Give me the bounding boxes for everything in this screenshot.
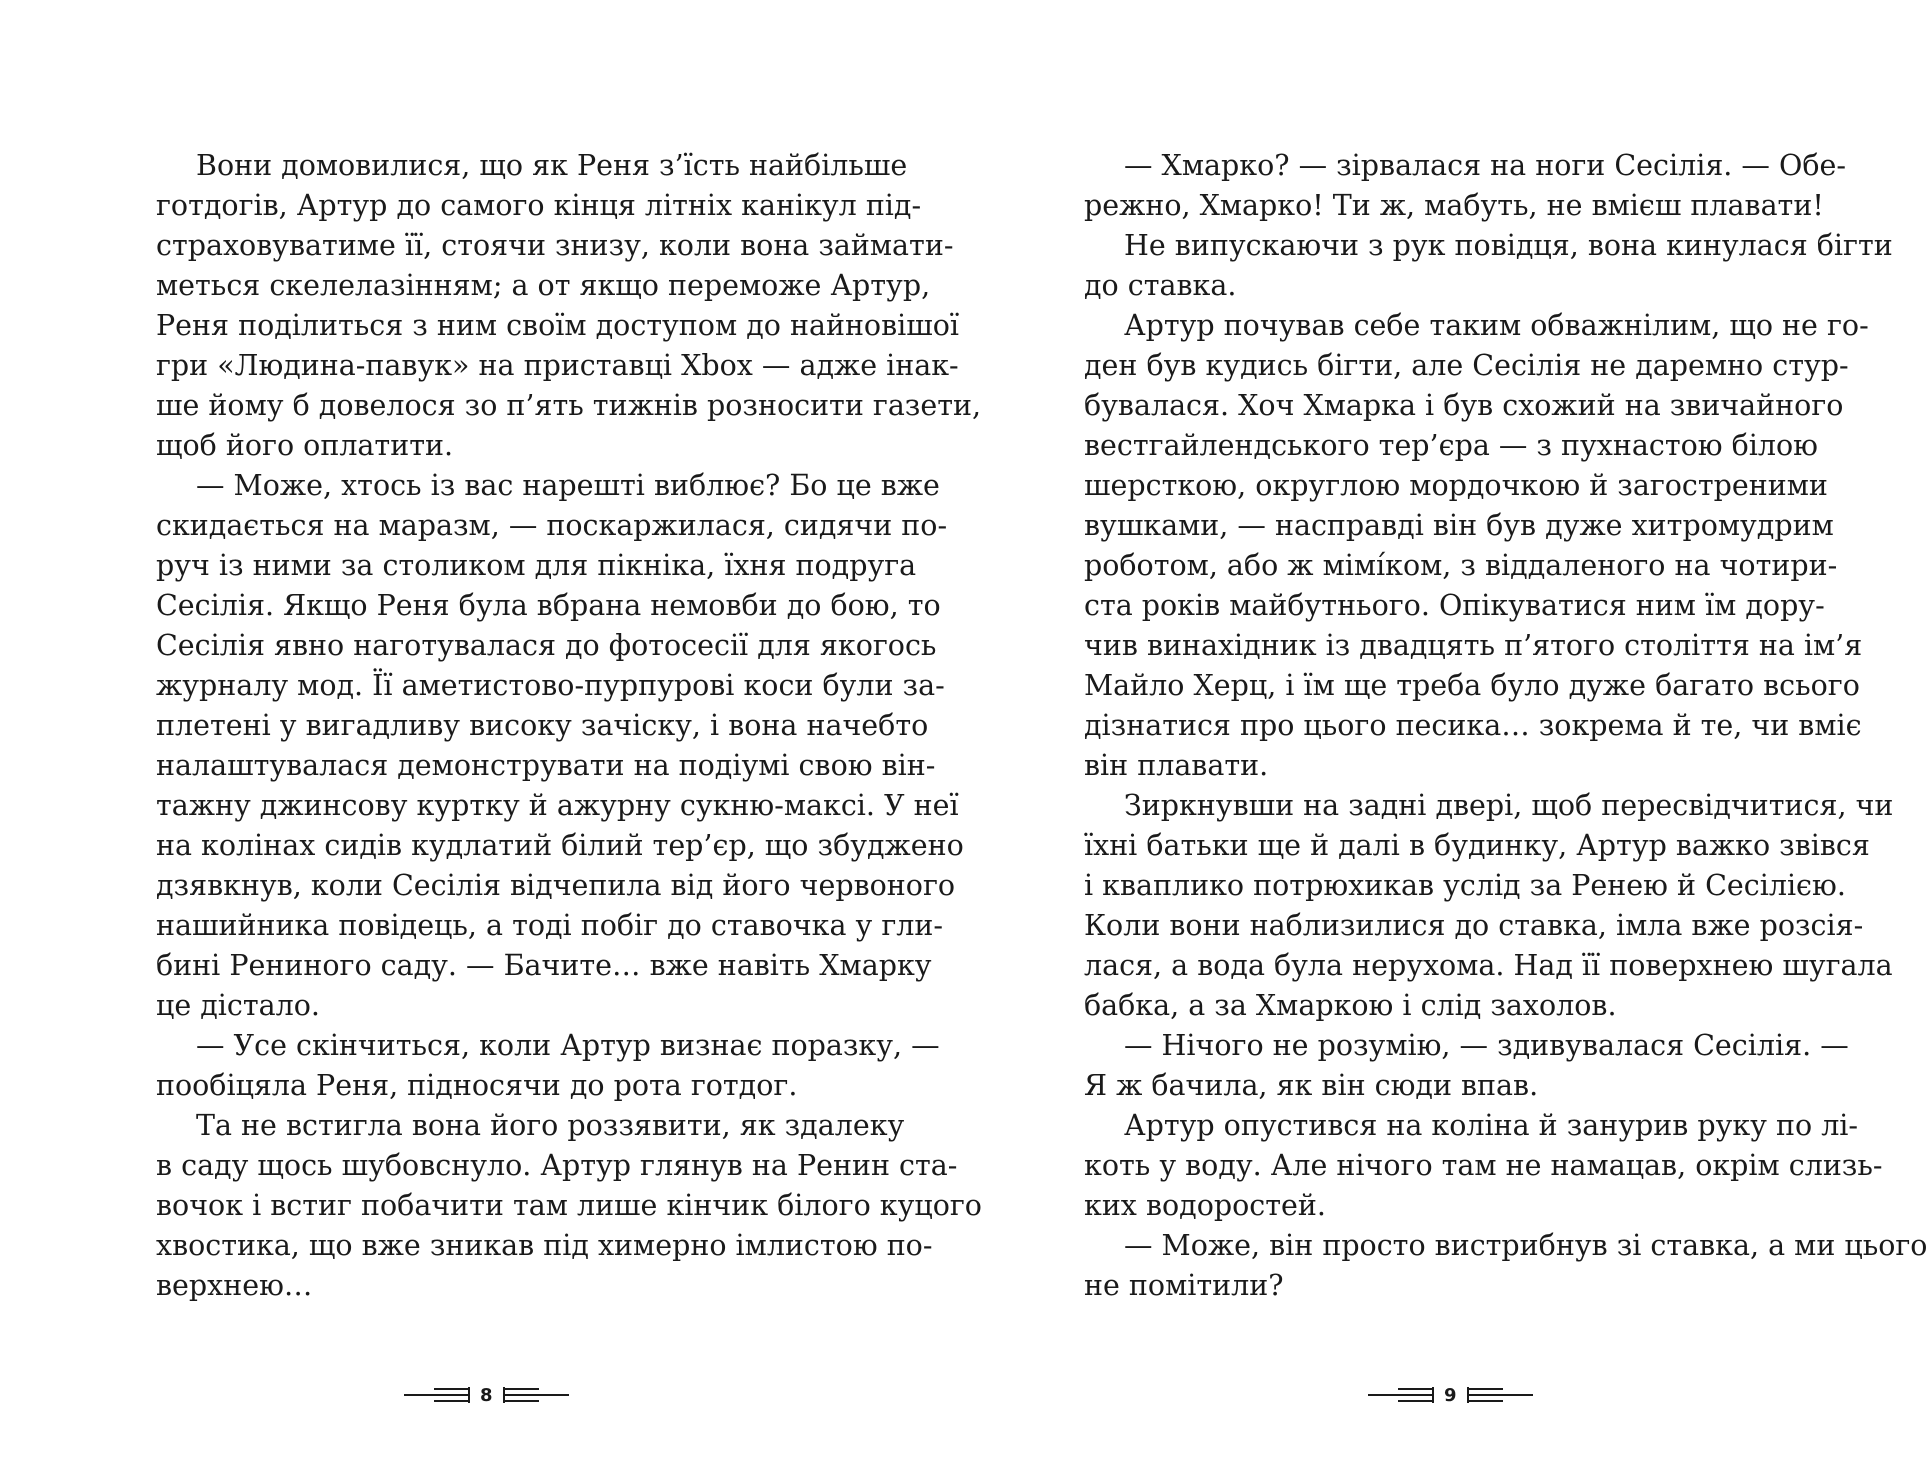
text-line: режно, Хмарко! Ти ж, мабуть, не вмієш плавати! [1084, 189, 1824, 222]
text-line: меться скелелазінням; а от якщо переможе Артур, [156, 269, 931, 302]
text-line: бині Рениного саду. — Бачите… вже навіть Хмарку [156, 949, 932, 982]
text-line: Майло Херц, і їм ще треба було дуже багато всього [1084, 669, 1860, 702]
text-line: на колінах сидів кудлатий білий тер’єр, що збуджено [156, 829, 964, 862]
text-line: бабка, а за Хмаркою і слід захолов. [1084, 989, 1617, 1022]
text-line: і кваплико потрюхикав услід за Ренею й Сесілією. [1084, 869, 1846, 902]
text-line: скидається на маразм, — поскаржилася, сидячи по- [156, 509, 948, 542]
text-line: коть у воду. Але нічого там не намацав, окрім слизь- [1084, 1149, 1883, 1182]
right-page-footer [1368, 1380, 1533, 1410]
text-line: дзявкнув, коли Сесілія відчепила від його червоного [156, 869, 956, 902]
text-line: вестгайлендського тер’єра — з пухнастою білою [1084, 429, 1818, 462]
text-line: Не випускаючи з рук повідця, вона кинулася бігти [1124, 229, 1893, 262]
text-line: — Може, він просто вистрибнув зі ставка, а ми цього [1124, 1229, 1927, 1262]
text-line: до ставка. [1084, 269, 1237, 302]
text-line: страховуватиме її, стоячи знизу, коли вона займати- [156, 229, 954, 262]
text-line: дізнатися про цього песика… зокрема й те, чи вміє [1084, 709, 1862, 742]
text-line: готдогів, Артур до самого кінця літніх канікул під- [156, 189, 922, 222]
text-line: це дістало. [156, 989, 320, 1022]
text-line: Вони домовилися, що як Реня з’їсть найбільше [196, 149, 908, 182]
text-line: Коли вони наблизилися до ставка, імла вже розсія- [1084, 909, 1864, 942]
page-number: 8 [480, 1384, 493, 1406]
text-line: роботом, або ж мімíком, з віддаленого на чотири- [1084, 549, 1838, 582]
text-line: Я ж бачила, як він сюди впав. [1084, 1069, 1539, 1102]
right-page-text [1084, 146, 1927, 1306]
text-line: Сесілія. Якщо Реня була вбрана немовби до бою, то [156, 589, 941, 622]
text-line: Артур опустився на коліна й занурив руку по лі- [1124, 1109, 1859, 1142]
text-line: нашийника повідець, а тоді побіг до ставочка у гли- [156, 909, 944, 942]
text-line: ше йому б довелося зо п’ять тижнів розносити газети, [156, 389, 982, 422]
text-line: Артур почував себе таким обважнілим, що не го- [1124, 309, 1869, 342]
text-line: Та не встигла вона його роззявити, як здалеку [196, 1109, 905, 1142]
text-line: Сесілія явно наготувалася до фотосесії для якогось [156, 629, 937, 662]
left-page-text [156, 146, 982, 1306]
text-line: він плавати. [1084, 749, 1269, 782]
text-line: Зиркнувши на задні двері, щоб пересвідчитися, чи [1124, 789, 1894, 822]
text-line: не помітили? [1084, 1269, 1284, 1302]
text-line: щоб його оплатити. [156, 429, 454, 462]
page-number: 9 [1444, 1384, 1457, 1406]
text-line: ких водоростей. [1084, 1189, 1326, 1222]
text-line: вочок і встиг побачити там лише кінчик білого куцого [156, 1189, 982, 1222]
text-line: — Усе скінчиться, коли Артур визнає поразку, — [196, 1029, 940, 1062]
ornament-lines-icon [1467, 1387, 1533, 1403]
ornament-lines-icon [1368, 1387, 1434, 1403]
right-page [1084, 146, 1927, 1306]
text-line: — Нічого не розумію, — здивувалася Сесілія. — [1124, 1029, 1849, 1062]
text-line: шерсткою, округлою мордочкою й загостреними [1084, 469, 1828, 502]
text-line: — Хмарко? — зірвалася на ноги Сесілія. — Обе- [1124, 149, 1846, 182]
text-line: лася, а вода була нерухома. Над її поверхнею шугала [1084, 949, 1893, 982]
text-line: пообіцяла Реня, підносячи до рота готдог. [156, 1069, 798, 1102]
left-page [156, 146, 982, 1306]
text-line: бувалася. Хоч Хмарка і був схожий на звичайного [1084, 389, 1844, 422]
text-line: — Може, хтось із вас нарешті виблює? Бо це вже [196, 469, 940, 502]
text-line: чив винахідник із двадцять п’ятого століття на ім’я [1084, 629, 1863, 662]
text-line: їхні батьки ще й далі в будинку, Артур важко звівся [1084, 829, 1870, 862]
text-line: журналу мод. Її аметистово-пурпурові коси були за- [156, 669, 945, 702]
text-line: в саду щось шубовснуло. Артур глянув на Ренин ста- [156, 1149, 958, 1182]
text-line: налаштувалася демонструвати на подіумі свою він- [156, 749, 936, 782]
text-line: плетені у вигадливу високу зачіску, і вона начебто [156, 709, 929, 742]
text-line: верхнею… [156, 1269, 313, 1302]
text-line: тажну джинсову куртку й ажурну сукню-максі. У неї [156, 789, 959, 822]
text-line: ден був кудись бігти, але Сесілія не даремно стур- [1084, 349, 1849, 382]
text-line: вушками, — насправді він був дуже хитромудрим [1084, 509, 1834, 542]
ornament-lines-icon [503, 1387, 569, 1403]
text-line: гри «Людина-павук» на приставці Xbox — адже інак- [156, 349, 959, 382]
text-line: Реня поділиться з ним своїм доступом до найновішої [156, 309, 960, 342]
text-line: хвостика, що вже зникав під химерно імлистою по- [156, 1229, 933, 1262]
text-line: руч із ними за столиком для пікніка, їхня подруга [156, 549, 917, 582]
text-line: ста років майбутнього. Опікуватися ним їм дору- [1084, 589, 1825, 622]
left-page-footer [404, 1380, 569, 1410]
ornament-lines-icon [404, 1387, 470, 1403]
